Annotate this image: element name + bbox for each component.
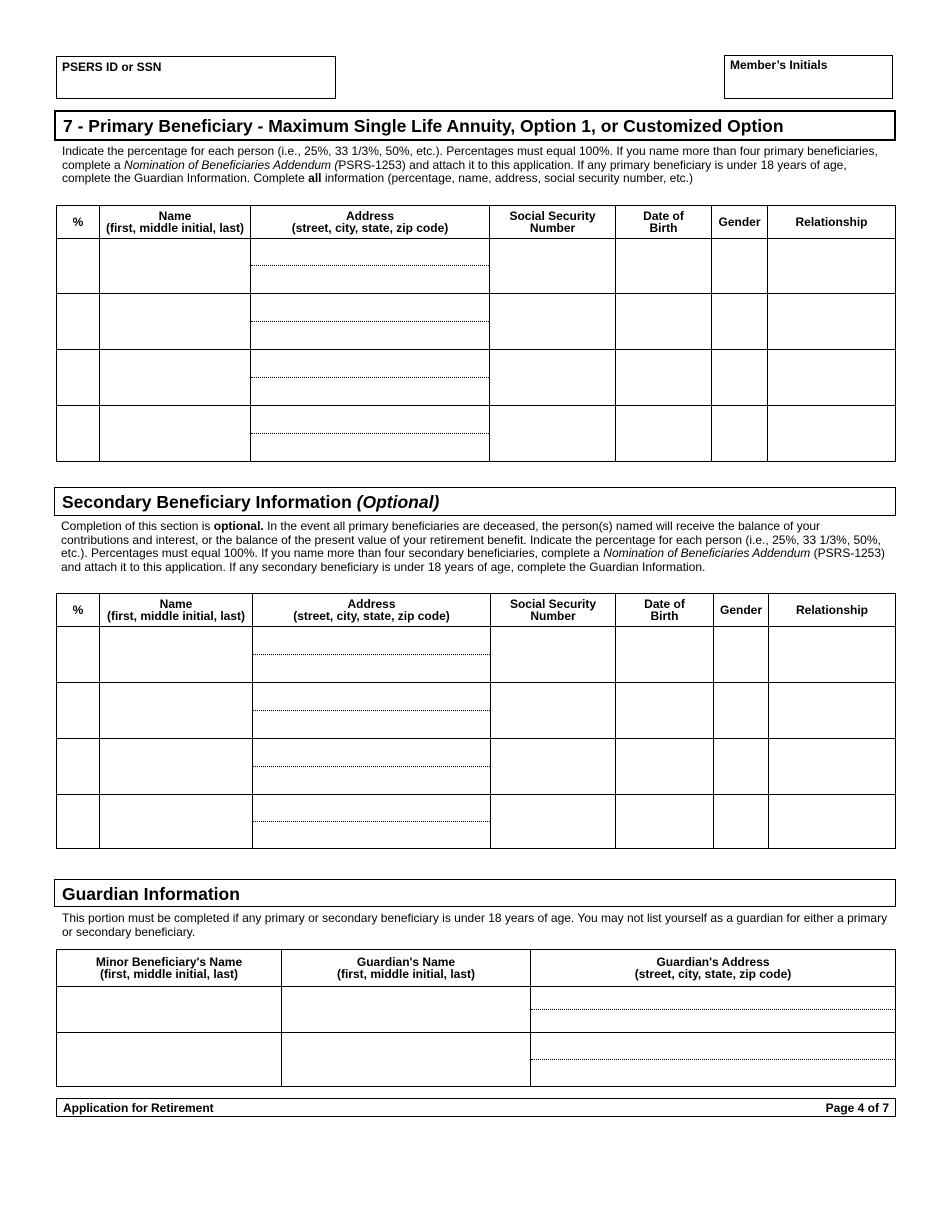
percent-cell[interactable] <box>57 294 100 350</box>
relationship-cell[interactable] <box>768 239 896 294</box>
ssn-cell[interactable] <box>490 239 616 294</box>
name-cell[interactable] <box>100 350 251 406</box>
page-footer <box>56 1098 896 1117</box>
col-gender: Gender <box>714 594 769 627</box>
col-name: Name (first, middle initial, last) <box>100 594 253 627</box>
gender-cell[interactable] <box>714 683 769 739</box>
guardian-instructions: This portion must be completed if any primary or secondary beneficiary is under 18 years of age. You may not list yourself as a guardian for either a primary or secondary beneficiary. <box>62 911 888 939</box>
dob-cell[interactable] <box>616 406 712 462</box>
relationship-cell[interactable] <box>768 350 896 406</box>
name-cell[interactable] <box>100 795 253 849</box>
guardian-table <box>56 949 896 1087</box>
dob-cell[interactable] <box>616 627 714 683</box>
table-row <box>57 739 896 795</box>
name-cell[interactable] <box>100 239 251 294</box>
ssn-cell[interactable] <box>491 683 616 739</box>
members-initials-label: Member’s Initials <box>730 58 828 72</box>
relationship-cell[interactable] <box>769 739 896 795</box>
ssn-cell[interactable] <box>491 627 616 683</box>
col-ssn: Social Security Number <box>490 206 616 239</box>
table-row <box>57 987 896 1033</box>
ssn-cell[interactable] <box>490 294 616 350</box>
address-cell[interactable] <box>253 795 491 849</box>
percent-cell[interactable] <box>57 739 100 795</box>
primary-instructions: Indicate the percentage for each person (i.e., 25%, 33 1/3%, 50%, etc.). Percentages must equal 100%. If you name more than four primary beneficiaries, complete a Nomination of Beneficiaries Addendum (PSRS-1253) and attach it to this application. If any primary beneficiary is under 18 years of age, complete the Guardian Information. Complete all information (percentage, name, address, social security number, etc.) <box>62 144 878 186</box>
percent-cell[interactable] <box>57 406 100 462</box>
secondary-beneficiary-table <box>56 593 896 849</box>
address-cell[interactable] <box>251 406 490 462</box>
table-header-row <box>57 594 896 627</box>
percent-cell[interactable] <box>57 627 100 683</box>
name-cell[interactable] <box>100 739 253 795</box>
address-cell[interactable] <box>251 239 490 294</box>
dob-cell[interactable] <box>616 294 712 350</box>
col-dob: Date of Birth <box>616 594 714 627</box>
col-address: Address (street, city, state, zip code) <box>253 594 491 627</box>
percent-cell[interactable] <box>57 350 100 406</box>
percent-cell[interactable] <box>57 683 100 739</box>
address-cell[interactable] <box>251 350 490 406</box>
guardian-information-title: Guardian Information <box>54 879 896 907</box>
dob-cell[interactable] <box>616 350 712 406</box>
dob-cell[interactable] <box>616 795 714 849</box>
ssn-cell[interactable] <box>490 406 616 462</box>
relationship-cell[interactable] <box>769 795 896 849</box>
secondary-instructions: Completion of this section is optional. In the event all primary beneficiaries are deceased, the person(s) named will receive the balance of your contributions and interest, or the balance of the present value of your retirement benefit. Indicate the percentage for each person (i.e., 25%, 33 1/3%, 50%, etc.). Percentages must equal 100%. If you name more than four secondary beneficiaries, complete a Nomination of Beneficiaries Addendum (PSRS-1253) and attach it to this application. If any secondary beneficiary is under 18 years of age, complete the Guardian Information. <box>61 519 886 574</box>
gender-cell[interactable] <box>714 739 769 795</box>
table-header-row <box>57 206 896 239</box>
name-cell[interactable] <box>100 406 251 462</box>
gender-cell[interactable] <box>712 350 768 406</box>
address-cell[interactable] <box>253 739 491 795</box>
name-cell[interactable] <box>100 627 253 683</box>
col-percent: % <box>57 594 100 627</box>
gender-cell[interactable] <box>714 795 769 849</box>
col-name: Name (first, middle initial, last) <box>100 206 251 239</box>
table-row <box>57 294 896 350</box>
primary-beneficiary-table <box>56 205 896 462</box>
col-ssn: Social Security Number <box>491 594 616 627</box>
table-row <box>57 406 896 462</box>
table-row <box>57 239 896 294</box>
percent-cell[interactable] <box>57 795 100 849</box>
table-row <box>57 350 896 406</box>
col-percent: % <box>57 206 100 239</box>
table-header-row <box>57 950 896 987</box>
col-relationship: Relationship <box>768 206 896 239</box>
guardian-address-cell[interactable] <box>531 1033 896 1087</box>
col-minor-name: Minor Beneficiary's Name (first, middle initial, last) <box>57 950 282 987</box>
form-name: Application for Retirement <box>63 1100 214 1115</box>
relationship-cell[interactable] <box>769 683 896 739</box>
primary-beneficiary-title: 7 - Primary Beneficiary - Maximum Single Life Annuity, Option 1, or Customized Option <box>54 110 896 141</box>
address-cell[interactable] <box>253 683 491 739</box>
col-guardian-address: Guardian's Address (street, city, state, zip code) <box>531 950 896 987</box>
ssn-cell[interactable] <box>491 795 616 849</box>
col-relationship: Relationship <box>769 594 896 627</box>
page-number: Page 4 of 7 <box>825 1100 889 1115</box>
dob-cell[interactable] <box>616 739 714 795</box>
col-guardian-name: Guardian's Name (first, middle initial, last) <box>282 950 531 987</box>
secondary-beneficiary-title: Secondary Beneficiary Information (Optional) <box>54 487 896 516</box>
guardian-address-cell[interactable] <box>531 987 896 1033</box>
guardian-name-cell[interactable] <box>282 987 531 1033</box>
table-row <box>57 627 896 683</box>
gender-cell[interactable] <box>712 406 768 462</box>
percent-cell[interactable] <box>57 239 100 294</box>
col-gender: Gender <box>712 206 768 239</box>
ssn-cell[interactable] <box>491 739 616 795</box>
table-row <box>57 795 896 849</box>
relationship-cell[interactable] <box>768 294 896 350</box>
table-row <box>57 1033 896 1087</box>
guardian-name-cell[interactable] <box>282 1033 531 1087</box>
gender-cell[interactable] <box>712 294 768 350</box>
address-cell[interactable] <box>251 294 490 350</box>
gender-cell[interactable] <box>714 627 769 683</box>
members-initials-field[interactable] <box>724 55 893 99</box>
name-cell[interactable] <box>100 294 251 350</box>
relationship-cell[interactable] <box>768 406 896 462</box>
table-row <box>57 683 896 739</box>
col-address: Address (street, city, state, zip code) <box>251 206 490 239</box>
name-cell[interactable] <box>100 683 253 739</box>
psers-id-field[interactable] <box>56 56 336 99</box>
dob-cell[interactable] <box>616 239 712 294</box>
dob-cell[interactable] <box>616 683 714 739</box>
ssn-cell[interactable] <box>490 350 616 406</box>
col-dob: Date of Birth <box>616 206 712 239</box>
minor-name-cell[interactable] <box>57 1033 282 1087</box>
minor-name-cell[interactable] <box>57 987 282 1033</box>
address-cell[interactable] <box>253 627 491 683</box>
gender-cell[interactable] <box>712 239 768 294</box>
relationship-cell[interactable] <box>769 627 896 683</box>
psers-id-label: PSERS ID or SSN <box>62 60 162 74</box>
